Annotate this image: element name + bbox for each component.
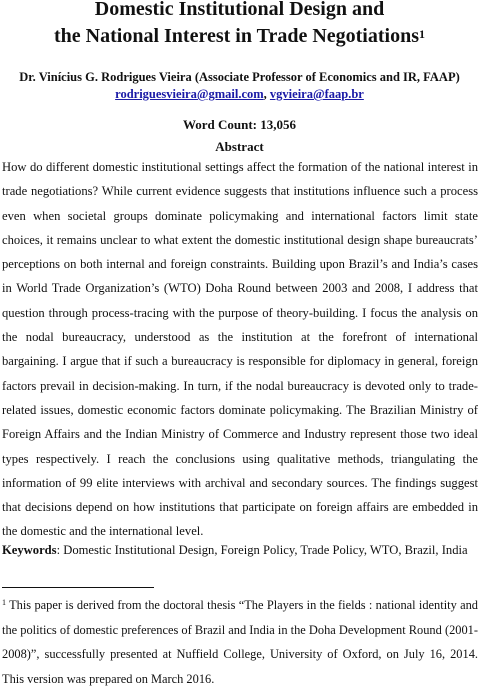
keywords-label: Keywords xyxy=(2,543,57,557)
author-line: Dr. Vinícius G. Rodrigues Vieira (Associate Professor of Economics and IR, FAAP) xyxy=(19,70,460,84)
email-separator: , xyxy=(263,87,270,101)
footnote xyxy=(2,593,478,691)
paper-title-line-1 xyxy=(0,0,479,21)
paper-title-line-2 xyxy=(0,24,479,48)
abstract-heading: Abstract xyxy=(215,139,264,154)
footnote-mark: 1 xyxy=(2,598,6,607)
title-line-2-text: the National Interest in Trade Negotiations xyxy=(54,25,419,47)
footnote-text: This paper is derived from the doctoral thesis “The Players in the fields : national identity and the politics of domestic preferences of Brazil and India in the Doha Development Round (2001-2008)”, successfully presented at Nuffield College, University of Oxford, on July 16, 2014. This version was prepared on March 2016. xyxy=(2,598,478,686)
abstract-body: How do different domestic institutional settings affect the formation of the national interest in trade negotiations? While current evidence suggests that institutions influence such a process even when societal groups dominate policymaking and international factors limit state choices, it remains unclear to what extent the domestic institutional design shape bureaucrats’ perceptions on both internal and foreign constraints. Building upon Brazil’s and India’s cases in World Trade Organization’s (WTO) Doha Round between 2003 and 2008, I address that question through process-tracing with the purpose of theory-building. I focus the analysis on the nodal bureaucracy, understood as the institution at the forefront of international bargaining. I argue that if such a bureaucracy is responsible for diplomacy in general, foreign factors prevail in decision-making. In turn, if the nodal bureaucracy is devoted only to trade-related issues, domestic economic factors dominate policymaking. The Brazilian Ministry of Foreign Affairs and the Indian Ministry of Commerce and Industry represent those two ideal types respectively. I reach the conclusions using qualitative methods, triangulating the information of 99 elite interviews with archival and secondary sources. The findings suggest that decisions depend on how institutions that participate on foreign affairs are embedded in the domestic and the international level. xyxy=(2,160,478,539)
author-emails xyxy=(0,86,479,102)
email-link-1[interactable]: rodriguesvieira@gmail.com xyxy=(115,87,264,101)
keywords-text: : Domestic Institutional Design, Foreign Policy, Trade Policy, WTO, Brazil, India xyxy=(56,543,468,557)
keywords-line xyxy=(2,538,478,562)
word-count: Word Count: 13,056 xyxy=(182,117,297,132)
footnote-separator xyxy=(2,587,154,588)
title-line-1-text: Domestic Institutional Design and xyxy=(94,0,385,20)
email-link-2[interactable]: vgvieira@faap.br xyxy=(269,87,364,101)
title-footnote-mark: 1 xyxy=(419,27,425,41)
